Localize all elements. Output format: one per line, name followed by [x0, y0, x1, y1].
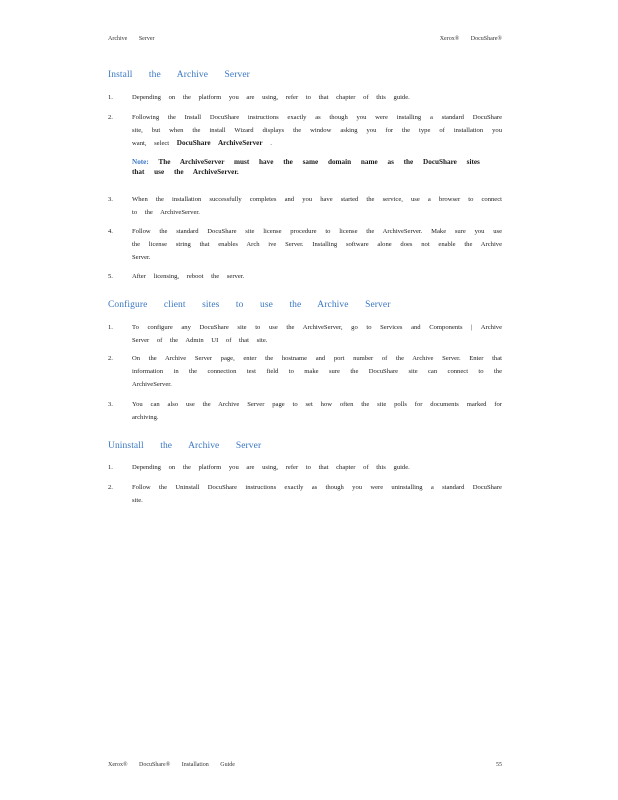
list-item	[108, 398, 502, 424]
list-number: 2.	[108, 484, 113, 491]
list-text: To configure any DocuShare site to use the ArchiveServer, go to Services and Components | Archive Server of the Admin UI of that site.	[132, 324, 502, 344]
heading-uninstall-archive-server: Uninstall the Archive Server	[108, 441, 262, 451]
running-footer-left: Xerox® DocuShare® Installation Guide	[108, 762, 235, 768]
list-text: Follow the standard DocuShare site license procedure to license the ArchiveServer. Make sure you use the license string that enables Arch ive Server. Installing software alone does not enable the Archive Server.	[132, 228, 502, 261]
running-header-left: Archive Server	[108, 36, 155, 42]
heading-install-archive-server: Install the Archive Server	[108, 70, 250, 80]
list-item	[108, 225, 502, 264]
list-number: 1.	[108, 324, 113, 331]
list-item	[108, 270, 502, 283]
list-number: 2.	[108, 355, 113, 362]
running-header-right: Xerox® DocuShare®	[439, 36, 502, 42]
list-number: 2.	[108, 114, 113, 121]
list-number: 1.	[108, 464, 113, 471]
list-item	[108, 91, 502, 104]
option-docushare-archiveserver: DocuShare ArchiveServer	[176, 139, 263, 147]
note-text: The ArchiveServer must have the same domain name as the DocuShare sites that use the ArchiveServer.	[132, 158, 480, 176]
list-text: Depending on the platform you are using, refer to that chapter of this guide.	[132, 464, 410, 471]
list-item	[108, 481, 502, 507]
list-number: 5.	[108, 273, 113, 280]
list-number: 1.	[108, 94, 113, 101]
list-item	[108, 321, 502, 347]
heading-configure-client-sites: Configure client sites to use the Archive Server	[108, 300, 391, 310]
list-item	[108, 352, 502, 391]
list-text-post: .	[270, 140, 272, 147]
note-block	[132, 158, 492, 177]
list-text: When the installation successfully completes and you have started the service, use a browser to connect to the ArchiveServer.	[132, 196, 502, 216]
list-item	[108, 461, 502, 474]
list-text: On the Archive Server page, enter the hostname and port number of the Archive Server. Enter that information in the connection test field to make sure the DocuShare site can connect to the ArchiveServer.	[132, 355, 502, 388]
list-text-pre: Following the Install DocuShare instructions exactly as though you were installing a standard DocuShare site, but when the install Wizard displays the window asking you for the type of installation you want, select	[132, 114, 502, 147]
list-text: After licensing, reboot the server.	[132, 273, 245, 280]
list-number: 3.	[108, 196, 113, 203]
page-number: 55	[496, 762, 502, 768]
list-item	[108, 111, 502, 150]
list-text: Depending on the platform you are using, refer to that chapter of this guide.	[132, 94, 410, 101]
list-text	[132, 111, 502, 150]
list-text: Follow the Uninstall DocuShare instructions exactly as though you were uninstalling a standard DocuShare site.	[132, 484, 502, 504]
list-number: 4.	[108, 228, 113, 235]
list-item	[108, 193, 502, 219]
note-label: Note:	[132, 158, 149, 166]
list-number: 3.	[108, 401, 113, 408]
list-text: You can also use the Archive Server page to set how often the site polls for documents marked for archiving.	[132, 401, 502, 421]
